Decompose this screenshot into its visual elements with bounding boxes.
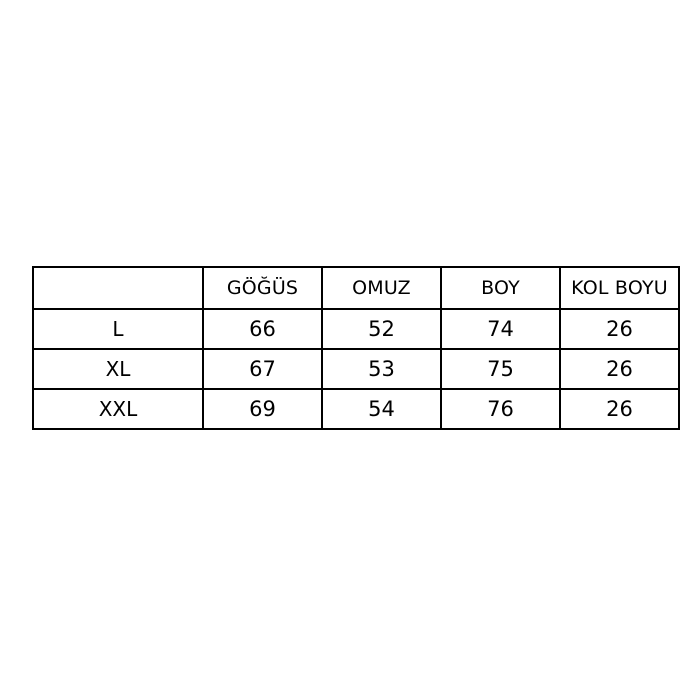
column-header-gogus: GÖĞÜS	[203, 267, 322, 309]
row-label-xl: XL	[33, 349, 203, 389]
row-label-xxl: XXL	[33, 389, 203, 429]
cell-xxl-boy: 76	[441, 389, 560, 429]
cell-xxl-kol-boyu: 26	[560, 389, 679, 429]
cell-xl-kol-boyu: 26	[560, 349, 679, 389]
row-label-l: L	[33, 309, 203, 349]
cell-xl-boy: 75	[441, 349, 560, 389]
table-row	[33, 309, 679, 349]
cell-l-boy: 74	[441, 309, 560, 349]
table-header-row	[33, 267, 679, 309]
cell-l-kol-boyu: 26	[560, 309, 679, 349]
size-chart-container	[32, 266, 668, 430]
table-row	[33, 389, 679, 429]
cell-xl-omuz: 53	[322, 349, 441, 389]
cell-xxl-gogus: 69	[203, 389, 322, 429]
column-header-boy: BOY	[441, 267, 560, 309]
table-header	[33, 267, 679, 309]
size-chart-table	[32, 266, 680, 430]
column-header-omuz: OMUZ	[322, 267, 441, 309]
cell-xxl-omuz: 54	[322, 389, 441, 429]
column-header-kol-boyu: KOL BOYU	[560, 267, 679, 309]
cell-l-omuz: 52	[322, 309, 441, 349]
table-row	[33, 349, 679, 389]
cell-xl-gogus: 67	[203, 349, 322, 389]
cell-l-gogus: 66	[203, 309, 322, 349]
table-corner-cell	[33, 267, 203, 309]
table-body	[33, 309, 679, 429]
